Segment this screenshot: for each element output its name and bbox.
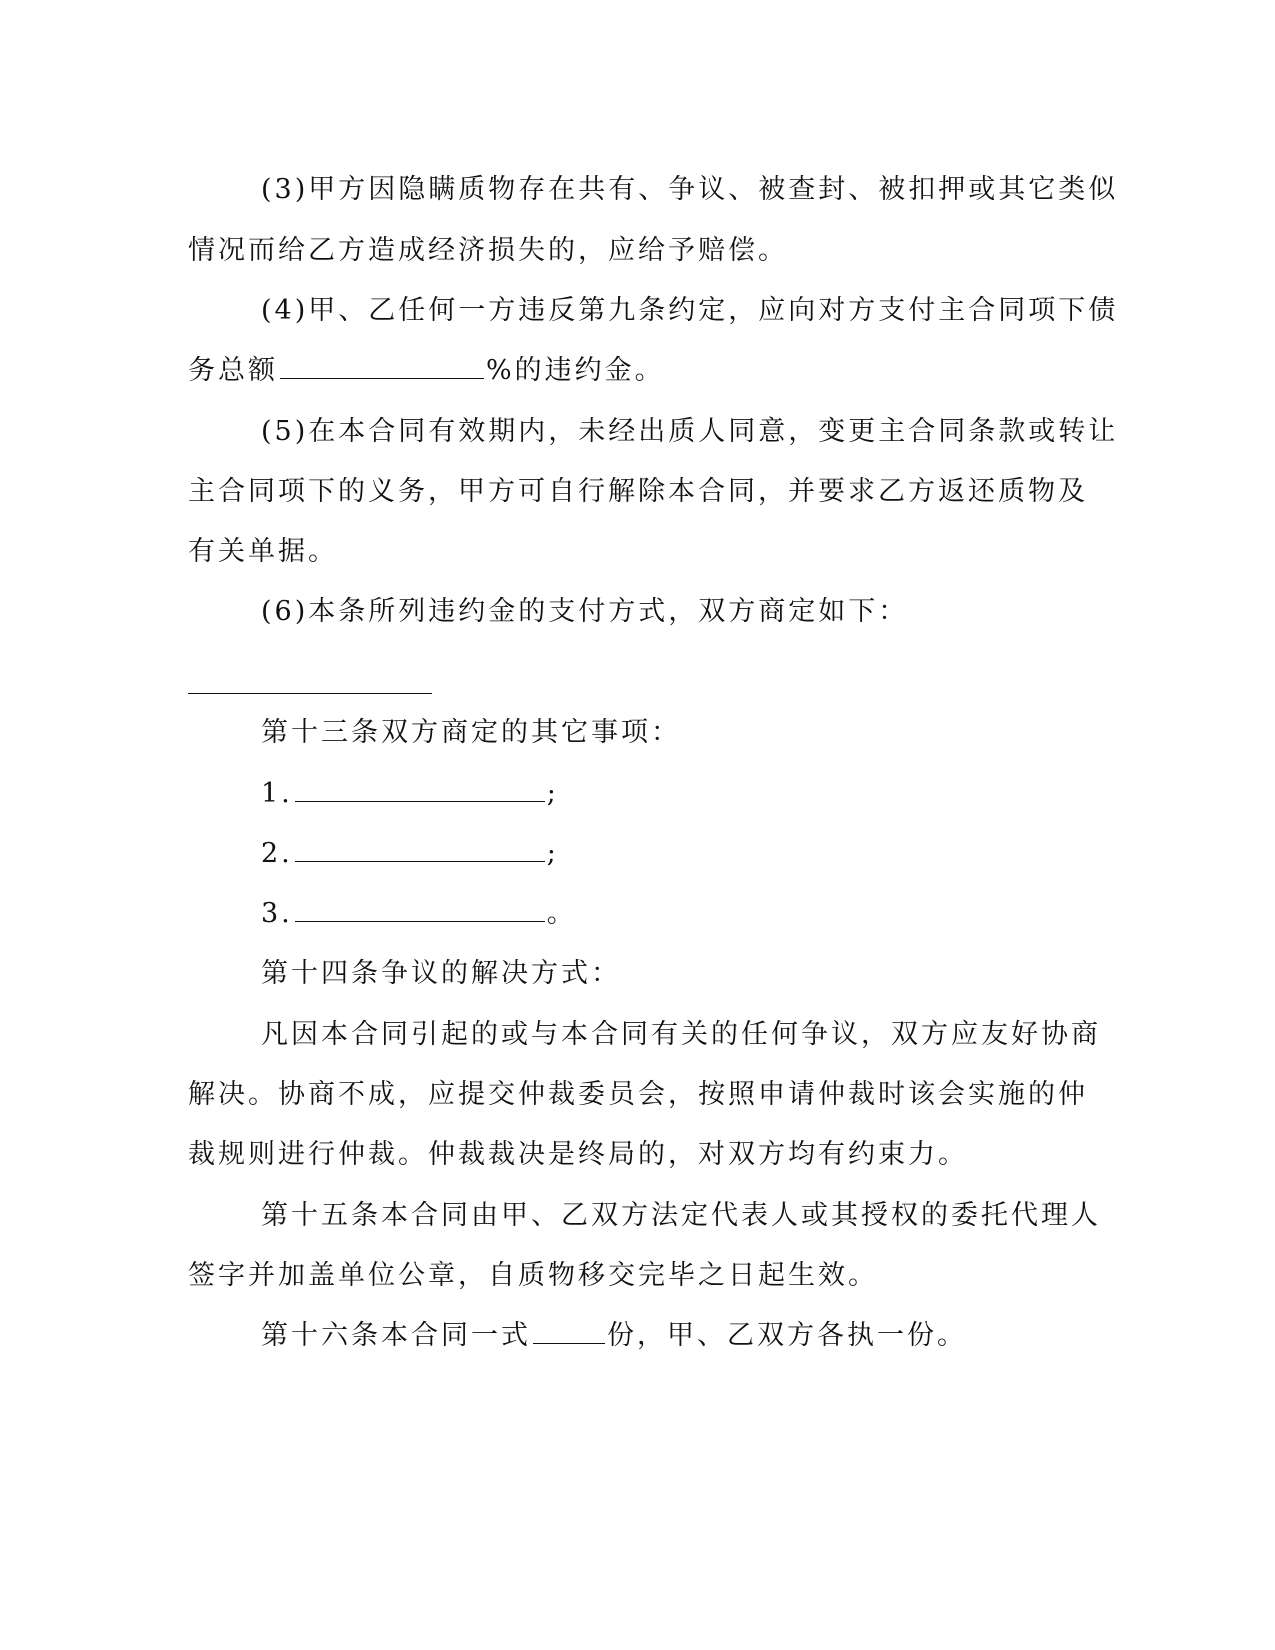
- copies-count-blank[interactable]: [533, 1319, 605, 1344]
- item-3-punct: 。: [546, 898, 577, 929]
- payment-method-blank[interactable]: [188, 693, 432, 694]
- clause-15-line-2: 签字并加盖单位公章，自质物移交完毕之日起生效。: [188, 1260, 878, 1291]
- clause-13-item-1: [261, 776, 1161, 812]
- clause-12-item-5-line-3: 有关单据。: [188, 536, 338, 567]
- clause-16-prefix: 第十六条本合同一式: [261, 1320, 531, 1351]
- clause-15-line-1: 第十五条本合同由甲、乙双方法定代表人或其授权的委托代理人: [261, 1200, 1101, 1231]
- clause-13-item-3: [261, 896, 1161, 932]
- clause-14-body-line-3: 裁规则进行仲裁。仲裁裁决是终局的，对双方均有约束力。: [188, 1139, 968, 1170]
- penalty-suffix: %的违约金。: [486, 355, 665, 386]
- clause-14-body-line-2: 解决。协商不成，应提交仲裁委员会，按照申请仲裁时该会实施的仲: [188, 1079, 1088, 1110]
- item-2-punct: ;: [546, 838, 559, 869]
- clause-12-item-4-line-1: (4)甲、乙任何一方违反第九条约定，应向对方支付主合同项下债: [261, 295, 1119, 326]
- penalty-prefix: 务总额: [188, 355, 278, 386]
- clause-14-heading: 第十四条争议的解决方式：: [261, 958, 621, 989]
- clause-13-item-2: [261, 836, 1161, 872]
- clause-14-body-line-1: 凡因本合同引起的或与本合同有关的任何争议，双方应友好协商: [261, 1019, 1101, 1050]
- item-1-blank[interactable]: [295, 777, 545, 802]
- clause-16: [261, 1318, 1161, 1354]
- item-3-blank[interactable]: [295, 897, 545, 922]
- item-1-number: 1.: [261, 778, 293, 809]
- clause-13-heading: 第十三条双方商定的其它事项：: [261, 717, 681, 748]
- item-1-punct: ;: [546, 778, 559, 809]
- clause-16-suffix: 份，甲、乙双方各执一份。: [607, 1320, 967, 1351]
- clause-12-item-3-line-2: 情况而给乙方造成经济损失的，应给予赔偿。: [188, 235, 788, 266]
- clause-12-item-5-line-2: 主合同项下的义务，甲方可自行解除本合同，并要求乙方返还质物及: [188, 476, 1088, 507]
- clause-12-item-5-line-1: (5)在本合同有效期内，未经出质人同意，变更主合同条款或转让: [261, 416, 1119, 447]
- clause-12-item-3-line-1: (3)甲方因隐瞒质物存在共有、争议、被查封、被扣押或其它类似: [261, 174, 1119, 205]
- item-2-blank[interactable]: [295, 837, 545, 862]
- item-3-number: 3.: [261, 898, 293, 929]
- clause-12-item-6: (6)本条所列违约金的支付方式，双方商定如下：: [261, 596, 909, 627]
- penalty-percent-blank[interactable]: [280, 354, 484, 379]
- item-2-number: 2.: [261, 838, 293, 869]
- clause-12-item-4-line-2: [188, 353, 1088, 389]
